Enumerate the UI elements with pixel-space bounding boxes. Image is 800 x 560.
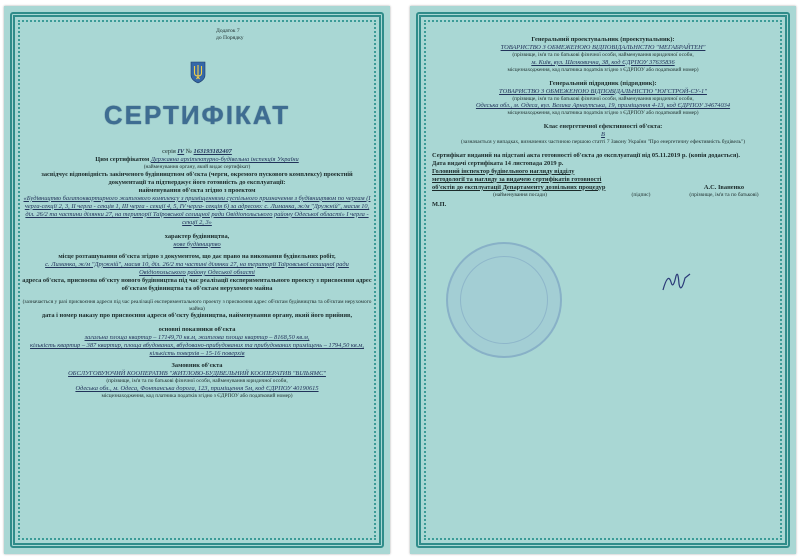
- designer-label: Генеральний проектувальник (проектувальник):: [531, 36, 675, 43]
- issuer-line: Цим сертифікатом Державна архітектурно-будівельна інспекція України: [95, 156, 299, 163]
- energy-caption: (зазначається у випадках, визначених частиною першою статті 7 Закону України "Про енергетичну ефективність будівель"): [461, 139, 745, 145]
- location-value: с. Лиманка, ж/м "Дружній", масив 10, діл. 26/2 та частині ділянки 27, на території Таїровської селищної ради Овідіопольського району Одеської області: [45, 260, 349, 276]
- issued-basis: Сертифікат виданий на підставі акта готовності об'єкта до експлуатації від 05.11.2019 р. (копія додається).: [432, 151, 741, 159]
- address-label: адреса об'єкта, присвоєна об'єкту нового будівництва під час реалізації експериментального проекту з присвоєння адрес об'єктам будівництва та об'єктам нерухомого майна: [22, 276, 372, 292]
- addendum-line: Додаток 7: [216, 28, 240, 34]
- designer-caption: (прізвище, ім'я та по батькові фізичної особи, найменування юридичної особи,: [512, 52, 694, 58]
- issue-date: Дата видачі сертифіката 14 листопада 2019 р.: [432, 159, 564, 167]
- energy-value: В: [601, 131, 605, 138]
- energy-label: Клас енергетичної ефективності об'єкта:: [543, 123, 663, 130]
- object-name: «Будівництво багатоквартирного житлового комплексу з приміщеннями суспільного призначення з будівництвом по чергам (I черга-секції 2, 3, II черга - секція 1, III черга - секції 4, 5, IV черга- секція 6) за адресою: с. Лиманка, ж/м "Дружній", масив 10, діл. 26/2 та частини ділянки 27, на території Таїровської селищної ради Овідіопольського району Одеської області» I черга - секції 2, 3»: [23, 194, 371, 226]
- character-value: нове будівництво: [173, 240, 221, 248]
- customer-label: Замовник об'єкта: [171, 362, 223, 370]
- contractor-address: Одеська обл., м. Одеса, вул. Велика Арнаутська, 19, приміщення 4-13, код ЄДРПОУ 34674034: [475, 102, 731, 110]
- customer-name: ОБСЛУГОВУЮЧИЙ КООПЕРАТИВ "ЖИТЛОВО-БУДІВЕЛЬНИЙ КООПЕРАТИВ "ВІЛЬЯМС": [68, 370, 326, 378]
- issuer-caption: (найменування органу, який видає сертифікат): [143, 164, 251, 170]
- character-label: характер будівництва,: [164, 232, 230, 240]
- indicators-title: основні показники об'єкта: [158, 326, 236, 334]
- certificate-front-page: [4, 6, 390, 554]
- designer-address: м. Київ, вул. Шелковична, 38, код ЄДРПОУ 37635836: [531, 58, 675, 66]
- designer-address-caption: місцезнаходження, код платника податків згідно з ЄДРПОУ або податковий номер): [507, 66, 699, 73]
- official-position: Головний інспектор будівельного нагляду відділу методології та нагляду за видачею сертифікатів готовності об'єктів до експлуатації Департаменту дозвільних процедур: [432, 167, 606, 191]
- order-label: дата і номер наказу про присвоєння адреси об'єкту будівництва, найменування органу, який його прийняв,: [41, 312, 353, 320]
- signature-block: [432, 168, 774, 199]
- customer-address-caption: місцезнаходження, код платника податків згідно з ЄДРПОУ або податковий номер): [101, 393, 293, 399]
- indicator-line: загальна площа квартир – 17149,70 кв.м, житлова площа квартир – 8168,50 кв.м,: [84, 334, 310, 342]
- certifies-text: засвідчує відповідність закінченого будівництвом об'єкта (черги, окремого пускового комплексу) проектній документації та підтверджує його готовність до експлуатації:: [41, 170, 353, 186]
- address-caption: (зазначається у разі присвоєння адреси під час реалізації експериментального проекту з присвоєння адрес об'єктам будівництва та об'єктам нерухомого майна): [22, 298, 372, 312]
- contractor-address-caption: місцезнаходження, код платника податків згідно з ЄДРПОУ або податковий номер): [507, 110, 699, 117]
- position-caption: (найменування посади): [493, 191, 547, 198]
- location-label: місце розташування об'єкта згідно з документом, що дає право на виконання будівельних робіт,: [58, 252, 336, 260]
- customer-caption: (прізвище, ім'я та по батькові фізичної особи, найменування юридичної особи,: [106, 378, 288, 385]
- stamp-label: М.П.: [432, 200, 447, 208]
- contractor-label: Генеральний підрядник (підрядник):: [549, 79, 657, 87]
- signature-caption: (підпис): [631, 191, 651, 198]
- contractor-name: ТОВАРИСТВО З ОБМЕЖЕНОЮ ВІДПОВІДАЛЬНІСТЮ "ЮГСТРОЙ-СУ-1": [499, 87, 707, 95]
- addendum-line: до Порядку: [216, 35, 244, 42]
- certificate-back-page: [410, 6, 796, 554]
- customer-address: Одеська обл., м. Одеса, Фонтанська дорога, 123, приміщення 5м, код ЄДРПОУ 40190615: [75, 385, 319, 392]
- official-name-caption: (прізвище, ім'я та по батькові): [689, 191, 759, 198]
- object-name-label: найменування об'єкта згідно з проектом: [138, 186, 256, 194]
- official-name: А.С. Іваненко: [703, 183, 745, 191]
- indicator-line: кількість квартир – 387 квартир, площа вбудованих, вбудовано-прибудованих та прибудованих приміщень – 1794,50 кв.м, кількість поверхів – 15-16 поверхів: [30, 342, 364, 358]
- contractor-caption: (прізвище, ім'я та по батькові фізичної особи, найменування юридичної особи,: [512, 95, 694, 102]
- certificate-title: СЕРТИФІКАТ: [103, 100, 291, 130]
- series-number-line: серія IV № 163193182407: [162, 148, 232, 155]
- designer-name: ТОВАРИСТВО З ОБМЕЖЕНОЮ ВІДПОВІДАЛЬНІСТЮ "МЕГАБРАЙТЕН": [500, 44, 706, 51]
